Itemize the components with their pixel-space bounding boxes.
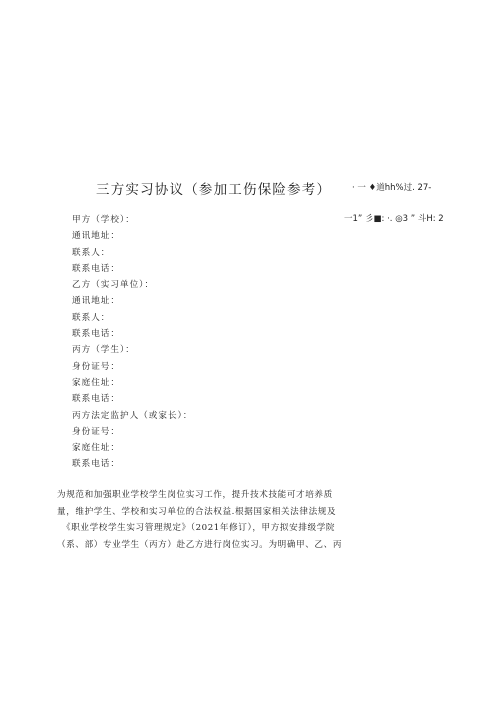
field-party-c-id-number: 身份证号： bbox=[72, 361, 120, 372]
field-party-c-phone: 联系电话： bbox=[72, 394, 120, 405]
field-party-a-address: 通讯地址： bbox=[72, 231, 120, 242]
field-guardian-phone: 联系电话： bbox=[72, 459, 120, 470]
field-party-b-contact: 联系人： bbox=[72, 312, 111, 323]
field-party-b-phone: 联系电话： bbox=[72, 329, 120, 340]
field-party-a-contact: 联系人： bbox=[72, 247, 111, 258]
field-party-b-address: 通讯地址： bbox=[72, 296, 120, 307]
field-party-b: 乙方（实习单位）： bbox=[72, 280, 155, 291]
field-party-a-phone: 联系电话： bbox=[72, 263, 120, 274]
field-guardian: 丙方法定监护人（或家长）： bbox=[72, 410, 193, 421]
paragraph-line: 《职业学校学生实习管理规定》（2021年修订），甲方拟安排级学院 bbox=[62, 523, 336, 533]
paragraph-line: （系、部）专业学生（丙方）赴乙方进行岗位实习。为明确甲、乙、丙 bbox=[57, 539, 343, 550]
field-guardian-id-number: 身份证号： bbox=[72, 426, 120, 437]
party-info-list bbox=[72, 212, 192, 473]
header-code-line-2: 一1” 彡■: ·. ◎3 ” 斗H: 2 bbox=[344, 214, 444, 224]
document-title: 三方实习协议（参加工伤保险参考） bbox=[96, 182, 332, 198]
field-party-a: 甲方（学校）： bbox=[72, 215, 135, 225]
field-party-c-home-address: 家庭住址： bbox=[72, 377, 120, 388]
paragraph-line: 量，维护学生、学校和实习单位的合法权益.根据国家相关法律法规及 bbox=[57, 506, 337, 517]
field-party-c: 丙方（学生）： bbox=[72, 345, 135, 356]
field-guardian-home-address: 家庭住址： bbox=[72, 443, 120, 454]
header-code-line-1: · 一 ♦道hh%过. 27- bbox=[352, 183, 432, 193]
paragraph-line: 为规范和加强职业学校学生岗位实习工作，提升技术技能可才培养质 bbox=[57, 490, 333, 500]
intro-paragraph bbox=[57, 487, 341, 553]
